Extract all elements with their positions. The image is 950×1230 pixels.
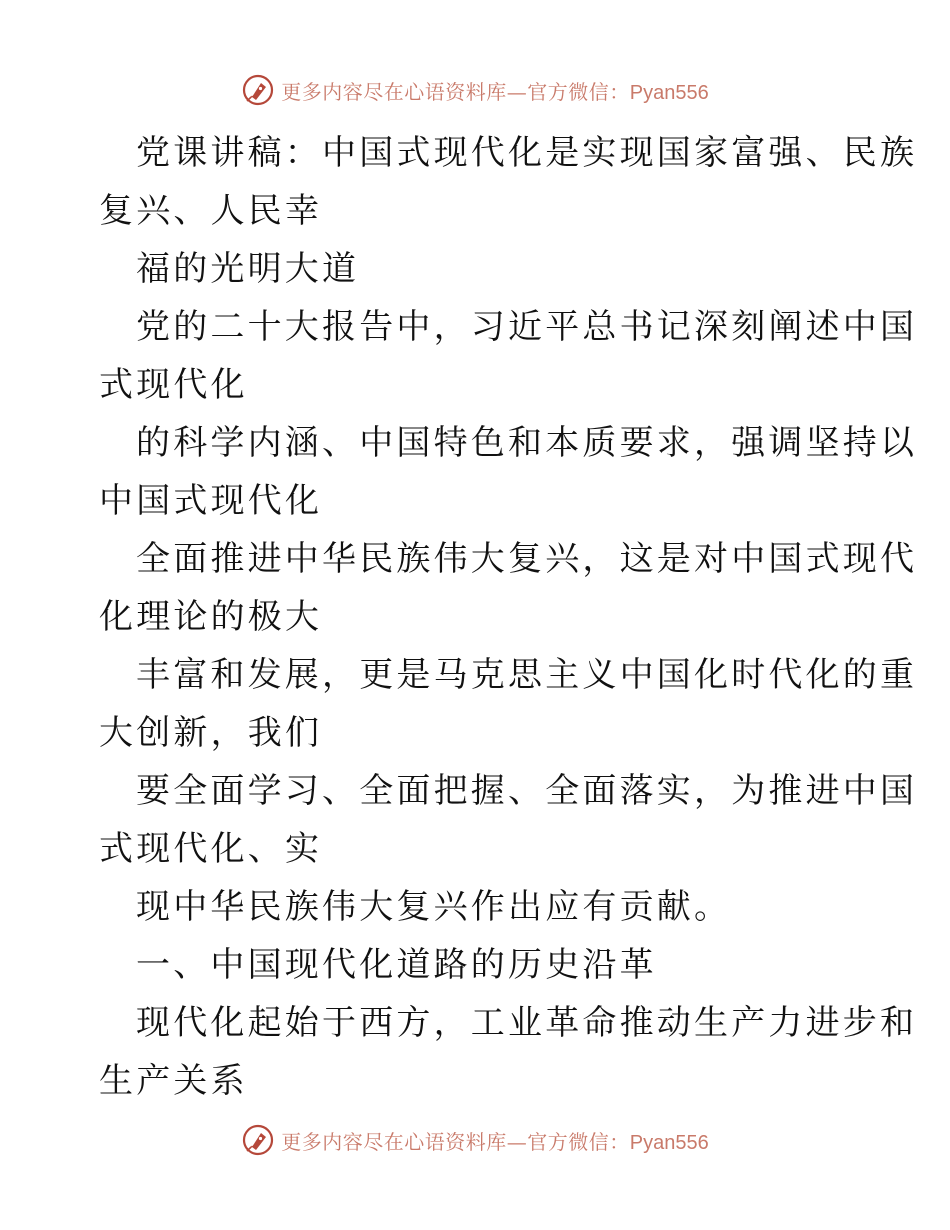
paragraph-line: 生产关系 xyxy=(99,1061,248,1101)
paragraph-line: 现代化起始于西方，工业革命推动生产力进步和 xyxy=(136,1003,918,1043)
paragraph-line: 式现代化 xyxy=(99,365,248,405)
document-title-line: 党课讲稿：中国式现代化是实现国家富强、民族 xyxy=(136,133,918,173)
document-title-line: 福的光明大道 xyxy=(136,249,360,289)
watermark-text: 更多内容尽在心语资料库—官方微信：Pyan556 xyxy=(281,79,709,104)
document-body xyxy=(99,124,918,1110)
paragraph-line: 要全面学习、全面把握、全面落实，为推进中国 xyxy=(136,771,918,811)
paragraph-line: 的科学内涵、中国特色和本质要求，强调坚持以 xyxy=(136,423,918,463)
paragraph-line: 全面推进中华民族伟大复兴，这是对中国式现代 xyxy=(136,539,918,579)
paragraph-line: 现中华民族伟大复兴作出应有贡献。 xyxy=(136,887,732,927)
pen-nib-circle-icon xyxy=(241,73,275,107)
paragraph-line: 式现代化、实 xyxy=(99,829,323,869)
pen-nib-circle-icon xyxy=(241,1123,275,1157)
header-watermark xyxy=(0,70,950,110)
paragraph-line: 化理论的极大 xyxy=(99,597,323,637)
paragraph-line: 大创新，我们 xyxy=(99,713,323,753)
section-heading: 一、中国现代化道路的历史沿革 xyxy=(136,945,657,985)
watermark-text: 更多内容尽在心语资料库—官方微信：Pyan556 xyxy=(281,1129,709,1154)
watermark-wechat-id: Pyan556 xyxy=(629,81,709,104)
watermark-wechat-id: Pyan556 xyxy=(629,1131,709,1154)
paragraph-line: 中国式现代化 xyxy=(99,481,323,521)
paragraph-line: 党的二十大报告中，习近平总书记深刻阐述中国 xyxy=(136,307,918,347)
document-title-line: 复兴、人民幸 xyxy=(99,191,323,231)
footer-watermark xyxy=(0,1120,950,1160)
paragraph-line: 丰富和发展，更是马克思主义中国化时代化的重 xyxy=(136,655,918,695)
